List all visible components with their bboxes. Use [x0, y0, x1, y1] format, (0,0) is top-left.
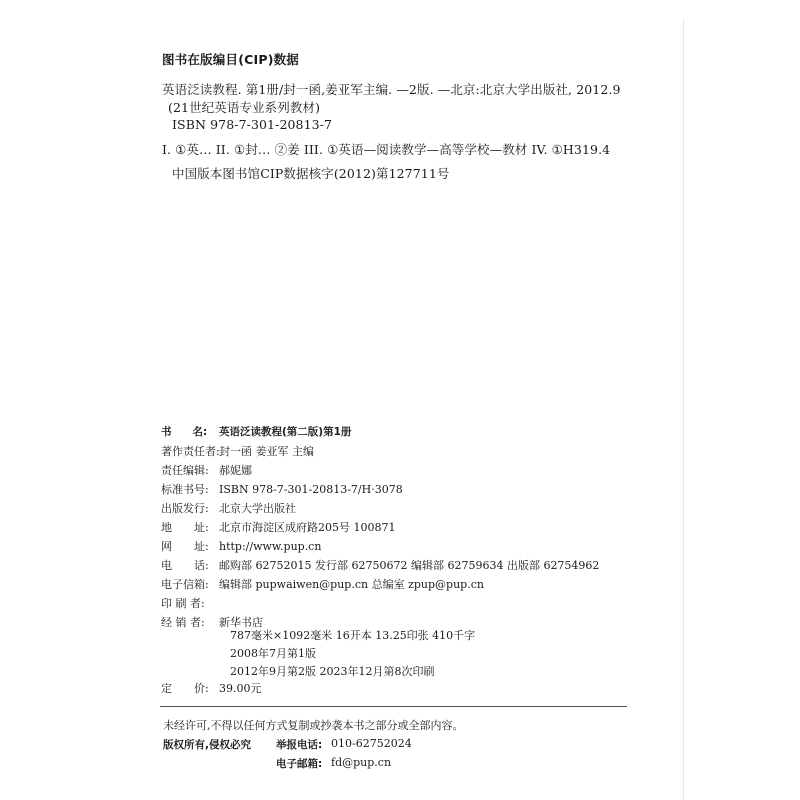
imprint-row-printer [161, 595, 661, 612]
imprint-label: 地 址: [161, 521, 209, 534]
imprint-label: 电子信箱: [161, 578, 209, 591]
cip-title-line: 英语泛读教程. 第1册/封一函,姜亚军主编. —2版. —北京:北京大学出版社, 2012.9 [162, 82, 621, 97]
imprint-row-author [161, 443, 661, 460]
format-spec: 787毫米×1092毫米 16开本 13.25印张 410千字 [230, 629, 476, 642]
report-phone-label: 举报电话: [276, 739, 323, 751]
imprint-row-phone [161, 557, 661, 574]
report-phone: 010-62752024 [331, 737, 412, 750]
rights-statement: 版权所有,侵权必究 [163, 739, 251, 751]
imprint-label: 出版发行: [161, 502, 209, 515]
footer-email: fd@pup.cn [331, 756, 392, 769]
imprint-value: 39.00元 [219, 682, 262, 695]
imprint-label: 经 销 者: [161, 616, 205, 629]
first-edition: 2008年7月第1版 [230, 647, 316, 660]
imprint-row-publisher [161, 500, 661, 517]
cip-isbn-line: ISBN 978-7-301-20813-7 [172, 117, 333, 132]
imprint-value: http://www.pup.cn [219, 540, 322, 553]
second-edition-printing: 2012年9月第2版 2023年12月第8次印刷 [230, 665, 435, 678]
imprint-row-email [161, 576, 661, 593]
imprint-label: 标准书号: [161, 483, 209, 496]
cip-heading: 图书在版编目(CIP)数据 [162, 52, 300, 67]
imprint-label: 网 址: [161, 540, 209, 553]
imprint-label: 电 话: [161, 559, 209, 572]
imprint-value: 北京大学出版社 [219, 502, 296, 515]
imprint-label: 印 刷 者: [161, 597, 205, 610]
imprint-value: 郝妮娜 [219, 464, 252, 477]
cip-number-line: 中国版本图书馆CIP数据核字(2012)第127711号 [172, 166, 450, 181]
reproduction-notice: 未经许可,不得以任何方式复制或抄袭本书之部分或全部内容。 [163, 719, 464, 732]
imprint-value: 新华书店 [219, 616, 263, 629]
imprint-label: 责任编辑: [161, 464, 209, 477]
imprint-row-editor [161, 462, 661, 479]
page-edge [683, 18, 684, 800]
cip-series-line: (21世纪英语专业系列教材) [168, 100, 321, 115]
imprint-value: 英语泛读教程(第二版)第1册 [219, 426, 352, 438]
imprint-label: 定 价: [161, 682, 209, 695]
imprint-row-address [161, 519, 661, 536]
footer-email-label: 电子邮箱: [276, 758, 323, 770]
imprint-row-isbn [161, 481, 661, 498]
imprint-row-website [161, 538, 661, 555]
imprint-value: 编辑部 pupwaiwen@pup.cn 总编室 zpup@pup.cn [219, 578, 484, 591]
cip-classification-line: I. ①英… II. ①封… ②姜 III. ①英语—阅读教学—高等学校—教材 IV. ①H319.4 [162, 142, 611, 157]
footer-divider [160, 706, 627, 707]
imprint-value: 北京市海淀区成府路205号 100871 [219, 521, 396, 534]
imprint-row-book-name [161, 424, 661, 441]
imprint-value: ISBN 978-7-301-20813-7/H·3078 [219, 483, 403, 496]
imprint-row-price [161, 680, 661, 697]
imprint-label: 书 名: [161, 426, 208, 438]
imprint-label: 著作责任者: [161, 445, 220, 458]
imprint-value: 封一函 姜亚军 主编 [219, 445, 314, 458]
imprint-value: 邮购部 62752015 发行部 62750672 编辑部 62759634 出版部 62754962 [219, 559, 600, 572]
